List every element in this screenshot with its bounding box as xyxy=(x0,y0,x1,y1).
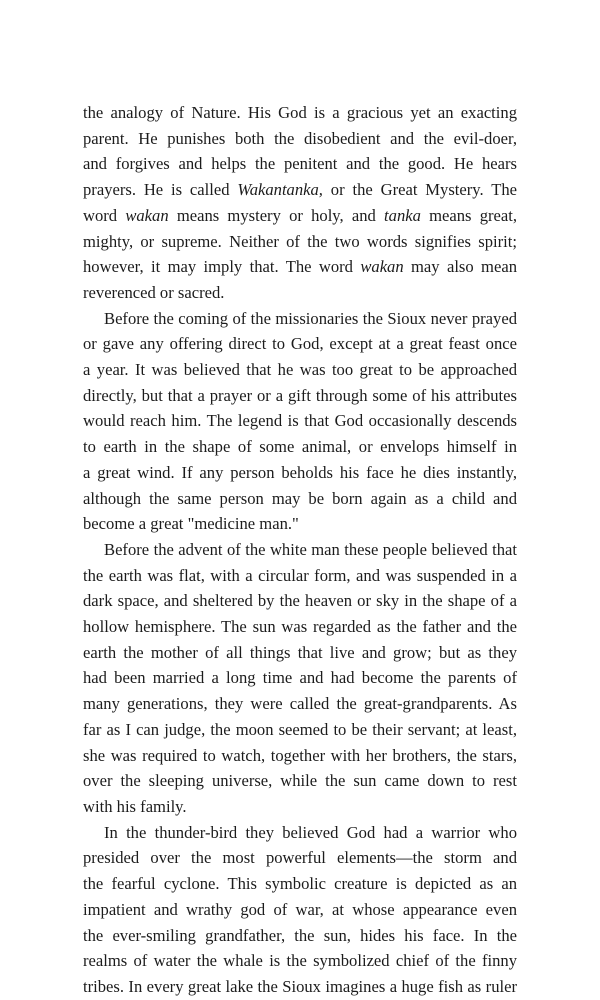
text-line xyxy=(83,640,517,666)
text-run: word xyxy=(83,205,126,225)
text-run: however, it may imply that. The word xyxy=(83,257,361,277)
text-run: the earth was flat, with a circular form, and was suspended in a xyxy=(83,565,517,585)
text-line xyxy=(83,357,517,383)
text-run: to earth in the shape of some animal, or envelops himself in xyxy=(83,437,517,457)
text-line xyxy=(83,383,517,409)
text-line xyxy=(83,203,517,229)
italic-term: tanka xyxy=(384,205,421,225)
text-run: prayers. He is called xyxy=(83,180,238,200)
text-run: In the thunder-bird they believed God had a warrior who xyxy=(104,822,517,842)
text-line xyxy=(83,126,517,152)
text-line xyxy=(83,691,517,717)
text-line xyxy=(83,177,517,203)
text-run: realms of water the whale is the symbolized chief of the finny xyxy=(83,951,517,971)
text-run: a year. It was believed that he was too great to be approached xyxy=(83,360,517,380)
text-line xyxy=(83,897,517,923)
text-line xyxy=(83,743,517,769)
italic-term: wakan xyxy=(360,257,404,277)
italic-term: Wakantanka, xyxy=(237,180,323,200)
text-run: the ever-smiling grandfather, the sun, hides his face. In the xyxy=(83,925,517,945)
text-line xyxy=(83,871,517,897)
paragraph xyxy=(83,100,517,306)
text-run: although the same person may be born again as a child and xyxy=(83,488,517,508)
text-run: reverenced or sacred. xyxy=(83,282,225,302)
text-line xyxy=(83,794,517,820)
text-line xyxy=(83,306,517,332)
text-line xyxy=(83,614,517,640)
text-line xyxy=(83,486,517,512)
text-line xyxy=(83,563,517,589)
text-line xyxy=(83,717,517,743)
text-line xyxy=(83,588,517,614)
text-run: would reach him. The legend is that God occasionally descends xyxy=(83,411,517,431)
text-line xyxy=(83,923,517,949)
text-run: with his family. xyxy=(83,796,187,816)
text-run: or gave any offering direct to God, except at a great feast once xyxy=(83,334,517,354)
body-text xyxy=(83,100,517,1000)
text-line xyxy=(83,537,517,563)
text-run: means mystery or holy, and xyxy=(168,205,385,225)
text-line xyxy=(83,665,517,691)
text-line xyxy=(83,974,517,1000)
text-run: or the Great Mystery. The xyxy=(322,180,517,200)
text-line xyxy=(83,845,517,871)
text-run: Before the coming of the missionaries the Sioux never prayed xyxy=(104,308,517,328)
paragraph xyxy=(83,820,517,1000)
text-line xyxy=(83,151,517,177)
text-run: become a great "medicine man." xyxy=(83,514,299,534)
paragraph xyxy=(83,537,517,820)
text-line xyxy=(83,434,517,460)
text-run: mighty, or supreme. Neither of the two words signifies spirit; xyxy=(83,231,517,251)
text-run: directly, but that a prayer or a gift through some of his attributes xyxy=(83,385,517,405)
text-line xyxy=(83,460,517,486)
italic-term: wakan xyxy=(125,205,169,225)
text-run: earth the mother of all things that live and grow; but as they xyxy=(83,642,517,662)
text-line xyxy=(83,229,517,255)
text-run: a great wind. If any person beholds his face he dies instantly, xyxy=(83,462,517,482)
text-line xyxy=(83,511,517,537)
text-line xyxy=(83,100,517,126)
text-line xyxy=(83,280,517,306)
text-line xyxy=(83,254,517,280)
text-line xyxy=(83,768,517,794)
text-run: means great, xyxy=(420,205,518,225)
text-line xyxy=(83,408,517,434)
text-run: had been married a long time and had become the parents of xyxy=(83,668,517,688)
text-run: and forgives and helps the penitent and the good. He hears xyxy=(83,154,517,174)
text-line xyxy=(83,331,517,357)
text-line xyxy=(83,820,517,846)
text-run: over the sleeping universe, while the sun came down to rest xyxy=(83,771,517,791)
text-run: dark space, and sheltered by the heaven or sky in the shape of a xyxy=(83,591,517,611)
text-run: many generations, they were called the great-grandparents. As xyxy=(83,694,517,714)
text-run: far as I can judge, the moon seemed to be their servant; at least, xyxy=(83,719,517,739)
text-run: Before the advent of the white man these people believed that xyxy=(104,539,517,559)
text-line xyxy=(83,948,517,974)
text-run: the analogy of Nature. His God is a gracious yet an exacting xyxy=(83,103,517,122)
text-run: she was required to watch, together with her brothers, the stars, xyxy=(83,745,517,765)
text-run: may also mean xyxy=(403,257,517,277)
paragraph xyxy=(83,306,517,537)
text-run: hollow hemisphere. The sun was regarded as the father and the xyxy=(83,617,517,637)
text-run: tribes. In every great lake the Sioux imagines a huge fish as ruler xyxy=(83,976,517,996)
text-run: impatient and wrathy god of war, at whose appearance even xyxy=(83,899,517,919)
text-run: parent. He punishes both the disobedient and the evil-doer, xyxy=(83,128,517,148)
text-run: the fearful cyclone. This symbolic creature is depicted as an xyxy=(83,874,517,894)
text-run: presided over the most powerful elements—the storm and xyxy=(83,848,517,868)
